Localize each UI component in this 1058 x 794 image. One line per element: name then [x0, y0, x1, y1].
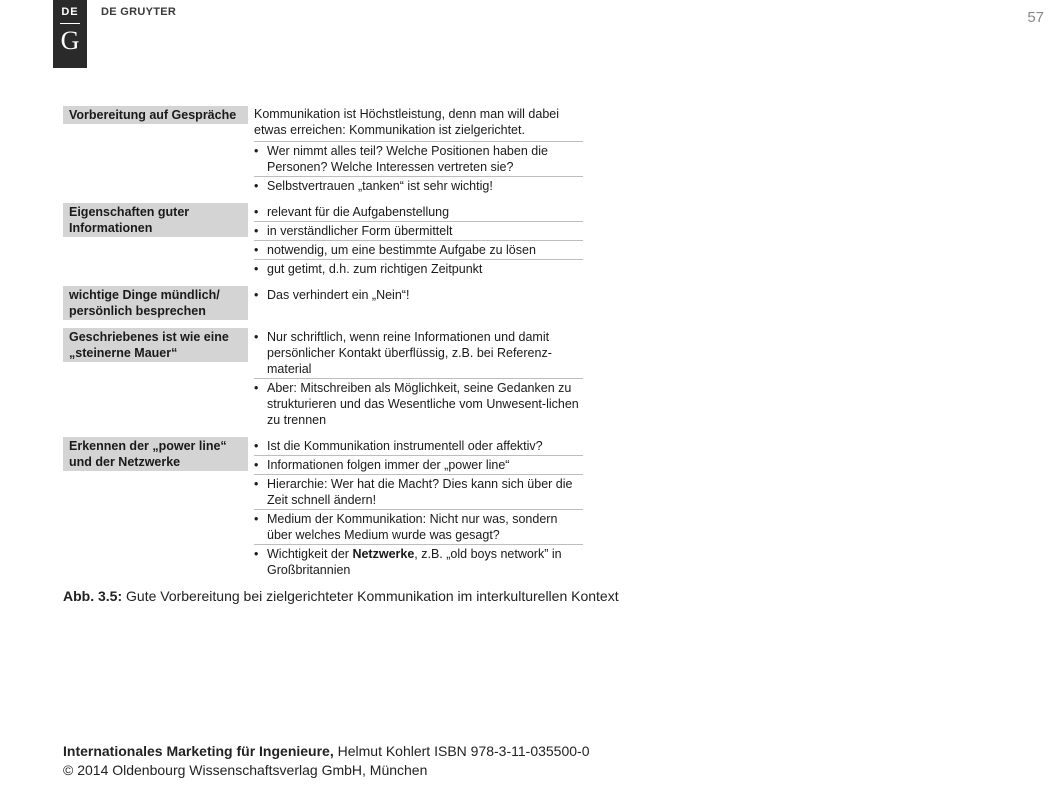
bullet-dot: • [254, 477, 259, 491]
bullet-text-after: , z.B. „old boys network” in Großbritannien [267, 547, 562, 577]
bullet-item [254, 203, 583, 221]
bullet-item [254, 176, 583, 195]
bullet-item [254, 141, 583, 176]
bullet-text: Das verhindert ein „Nein“! [267, 288, 410, 302]
bullet-text: gut getimt, d.h. zum richtigen Zeitpunkt [267, 262, 483, 276]
bullet-dot: • [254, 179, 259, 193]
bullet-dot: • [254, 243, 259, 257]
figure-row [63, 328, 583, 429]
row-content [248, 203, 583, 278]
bullet-text: notwendig, um eine bestimmte Aufgabe zu lösen [267, 243, 536, 257]
bullet-text: Wer nimmt alles teil? Welche Positionen haben die Personen? Welche Interessen vertreten sie? [267, 144, 548, 174]
bullet-dot: • [254, 262, 259, 276]
publisher-name: DE GRUYTER [101, 6, 177, 18]
row-content [248, 106, 583, 195]
row-label: Geschriebenes ist wie eine „steinerne Mauer“ [63, 328, 248, 362]
bullet-dot: • [254, 512, 259, 526]
bullet-dot: • [254, 439, 259, 453]
row-content [248, 286, 583, 320]
bullet-item [254, 455, 583, 474]
bullet-item [254, 509, 583, 544]
bullet-text: Ist die Kommunikation instrumentell oder affektiv? [267, 439, 543, 453]
bullet-text-bold: Netzwerke [352, 547, 415, 561]
bullet-dot: • [254, 205, 259, 219]
bullet-item [254, 286, 583, 304]
caption-label: Abb. 3.5: [63, 588, 123, 604]
row-content [248, 328, 583, 429]
bullet-item [254, 328, 583, 378]
row-label: Erkennen der „power line“ und der Netzwerke [63, 437, 248, 471]
bullet-item [254, 437, 583, 455]
row-intro: Kommunikation ist Höchstleistung, denn man will dabei etwas erreichen: Kommunikation ist zielgerichtet. [254, 107, 560, 137]
bullet-item [254, 259, 583, 278]
bullet-dot: • [254, 224, 259, 238]
bullet-text: Hierarchie: Wer hat die Macht? Dies kann sich über die Zeit schnell ändern! [267, 477, 573, 507]
figure-row [63, 437, 583, 579]
figure-row [63, 203, 583, 278]
logo-divider [60, 23, 80, 24]
bullet-item [254, 544, 583, 579]
caption-text: Gute Vorbereitung bei zielgerichteter Kommunikation im interkulturellen Kontext [122, 588, 619, 604]
bullet-dot: • [254, 547, 259, 561]
figure-row [63, 286, 583, 320]
bullet-text: Selbstvertrauen „tanken“ ist sehr wichtig! [267, 179, 493, 193]
figure-row [63, 106, 583, 195]
bullet-dot: • [254, 330, 259, 344]
bullet-dot: • [254, 458, 259, 472]
logo-de: DE [61, 6, 79, 18]
logo-g: G [60, 26, 80, 55]
bullet-text [267, 546, 583, 578]
book-title: Internationales Marketing für Ingenieure, [63, 743, 334, 759]
bullet-item [254, 240, 583, 259]
row-label: Vorbereitung auf Gespräche [63, 106, 248, 124]
bullet-text: Informationen folgen immer der „power line“ [267, 458, 510, 472]
row-label: wichtige Dinge mündlich/ persönlich besprechen [63, 286, 248, 320]
bullet-item [254, 221, 583, 240]
page-number: 57 [1027, 9, 1044, 26]
bullet-dot: • [254, 381, 259, 395]
figure-table [63, 106, 583, 587]
footer-copyright: © 2014 Oldenbourg Wissenschaftsverlag GmbH, München [63, 762, 428, 778]
bullet-dot: • [254, 288, 259, 302]
bullet-text: in verständlicher Form übermittelt [267, 224, 453, 238]
de-gruyter-logo [53, 0, 87, 68]
row-content [248, 437, 583, 579]
page-footer [63, 742, 590, 780]
bullet-text: relevant für die Aufgabenstellung [267, 205, 450, 219]
bullet-text: Nur schriftlich, wenn reine Informationen und damit persönlicher Kontakt überflüssig, z.B. bei Referenz-material [267, 330, 552, 376]
figure-caption [63, 588, 619, 604]
book-details: Helmut Kohlert ISBN 978-3-11-035500-0 [333, 743, 590, 759]
bullet-item [254, 378, 583, 429]
bullet-text-before: Wichtigkeit der [267, 547, 353, 561]
bullet-text: Medium der Kommunikation: Nicht nur was, sondern über welches Medium wurde was gesagt? [267, 512, 558, 542]
bullet-dot: • [254, 144, 259, 158]
footer-citation [63, 742, 590, 761]
bullet-text: Aber: Mitschreiben als Möglichkeit, seine Gedanken zu strukturieren und das Wesentliche vom Unwesent-lichen zu trennen [267, 381, 579, 427]
bullet-item [254, 474, 583, 509]
row-label: Eigenschaften guter Informationen [63, 203, 248, 237]
